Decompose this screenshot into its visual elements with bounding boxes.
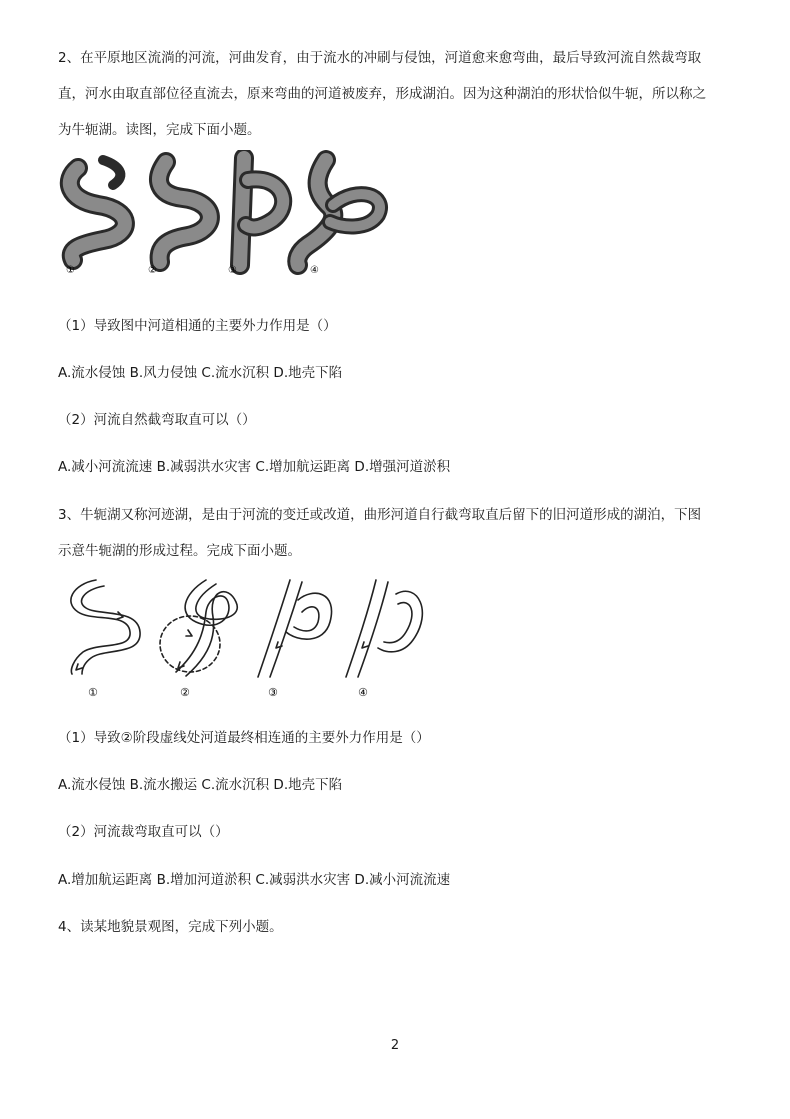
q3-sub-question-2-options: A.增加航运距离 B.增加河道淤积 C.减弱洪水灾害 D.减小河流流速	[58, 872, 451, 888]
q3-figure-label-3: ③	[268, 686, 278, 699]
q2-figure-label-2: ②	[148, 265, 157, 276]
q2-meander-stage-3	[240, 158, 283, 265]
q2-text-line-2: 直，河水由取直部位径直流去，原来弯曲的河道被废弃，形成湖泊。因为这种湖泊的形状恰似牛轭，所以称之	[58, 86, 706, 102]
q2-figure-label-3: ③	[228, 265, 237, 276]
q3-sub-question-2: （2）河流裁弯取直可以（）	[58, 824, 229, 840]
page-number: 2	[390, 1038, 400, 1053]
q2-text-line-1: 2、在平原地区流淌的河流，河曲发育，由于流水的冲刷与侵蚀，河道愈来愈弯曲，最后导致河流自然裁弯取	[58, 50, 702, 66]
q4-text-line-1: 4、读某地貌景观图，完成下列小题。	[58, 919, 283, 935]
q3-oxbow-stage-2	[160, 580, 237, 676]
q2-meander-stage-4	[297, 160, 380, 265]
q2-sub-question-2: （2）河流自然截弯取直可以（）	[58, 412, 256, 428]
q2-text-line-3: 为牛轭湖。读图，完成下面小题。	[58, 122, 261, 138]
q2-meander-stage-1	[70, 160, 125, 260]
q3-oxbow-figure	[58, 572, 428, 702]
q3-text-line-1: 3、牛轭湖又称河迹湖，是由于河流的变迁或改道，曲形河道自行截弯取直后留下的旧河道形成的湖泊，下图	[58, 507, 702, 523]
q2-sub-question-2-options: A.减小河流流速 B.减弱洪水灾害 C.增加航运距离 D.增强河道淤积	[58, 459, 451, 475]
q3-figure-label-1: ①	[88, 686, 98, 699]
q3-sub-question-1: （1）导致②阶段虚线处河道最终相连通的主要外力作用是（）	[58, 730, 430, 746]
q3-sub-question-1-options: A.流水侵蚀 B.流水搬运 C.流水沉积 D.地壳下陷	[58, 777, 343, 793]
q3-oxbow-stage-3	[258, 580, 332, 677]
q2-meander-stage-2	[159, 162, 210, 262]
q2-figure-label-1: ①	[66, 265, 75, 276]
q2-sub-question-1-options: A.流水侵蚀 B.风力侵蚀 C.流水沉积 D.地壳下陷	[58, 365, 343, 381]
q3-text-line-2: 示意牛轭湖的形成过程。完成下面小题。	[58, 543, 301, 559]
q3-figure-label-2: ②	[180, 686, 190, 699]
q3-oxbow-stage-4	[346, 580, 422, 677]
q2-sub-question-1: （1）导致图中河道相通的主要外力作用是（）	[58, 318, 337, 334]
q2-meander-figure	[58, 150, 398, 280]
q2-figure-label-4: ④	[310, 265, 319, 276]
q3-oxbow-stage-1	[71, 580, 140, 674]
q3-figure-label-4: ④	[358, 686, 368, 699]
